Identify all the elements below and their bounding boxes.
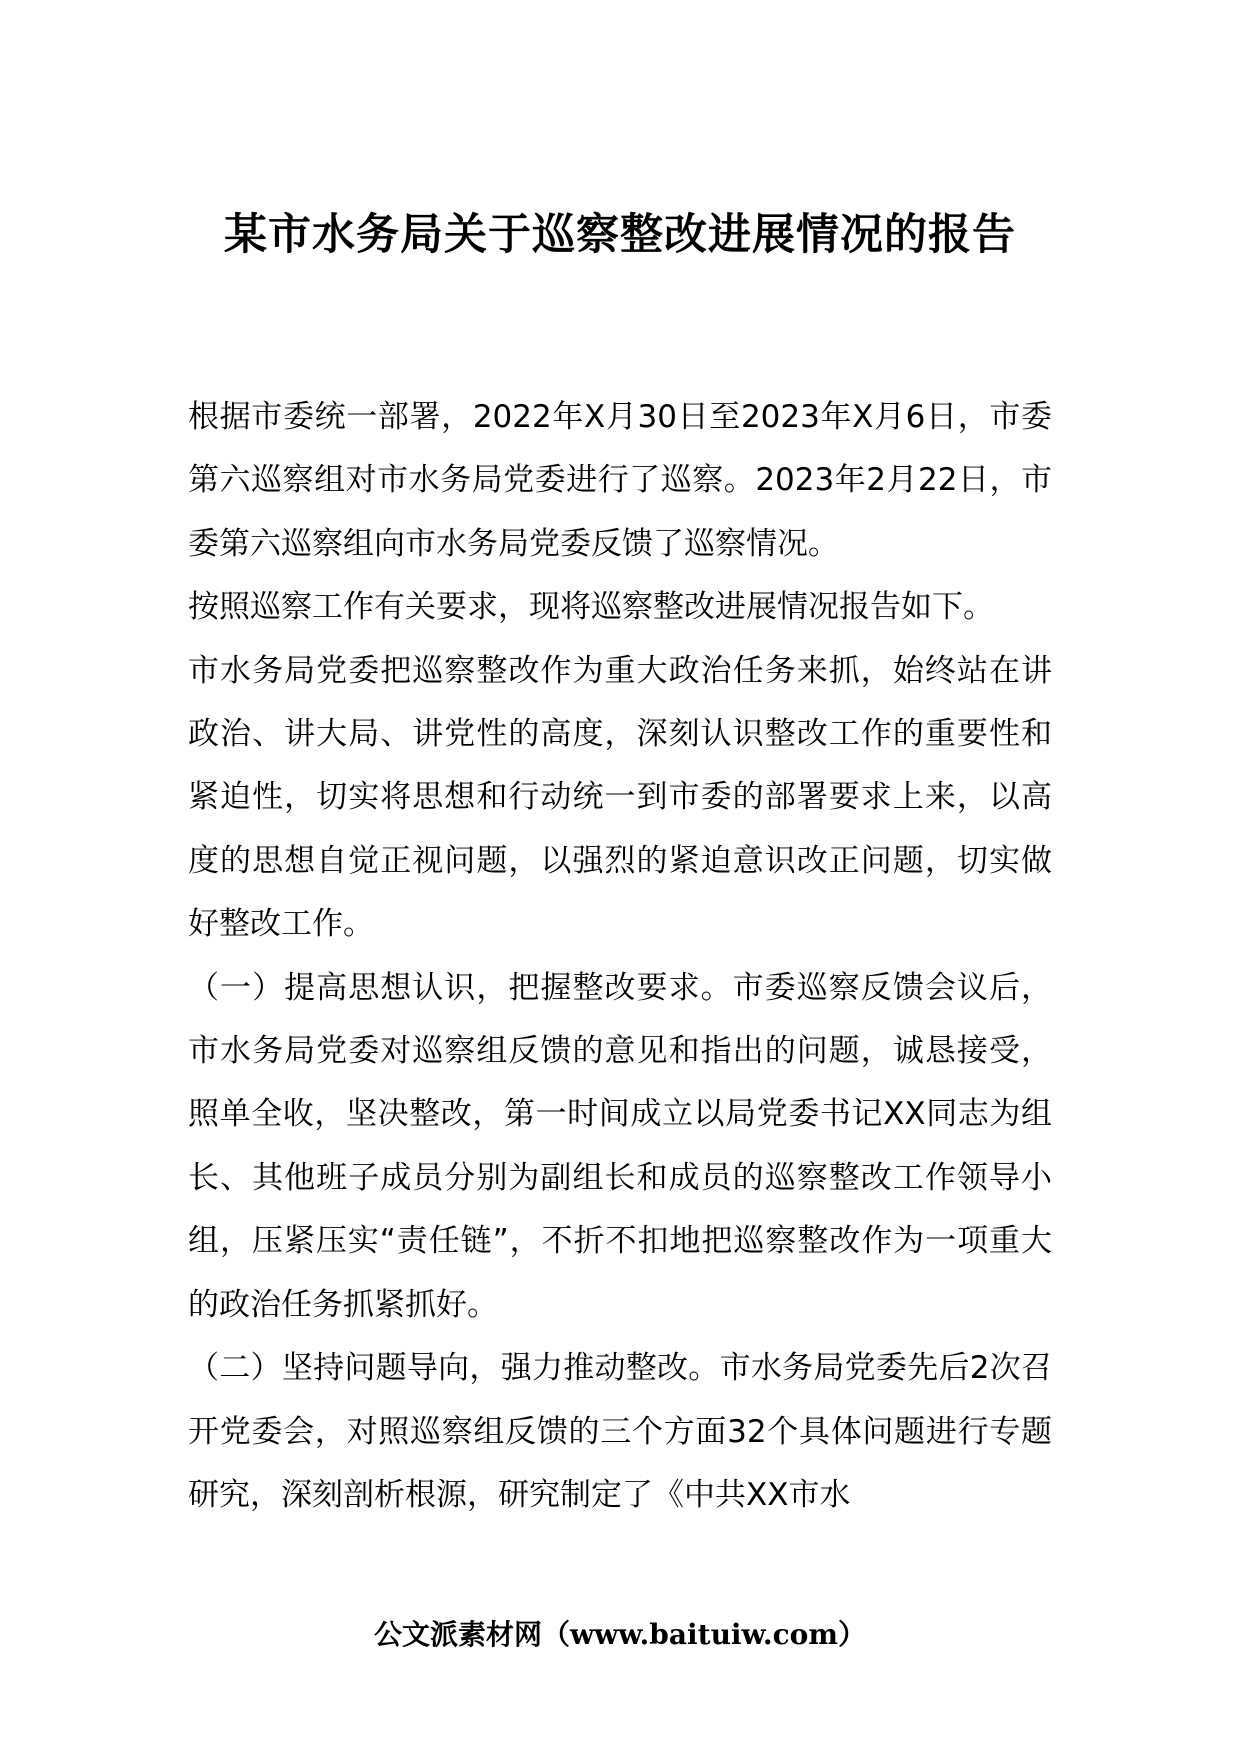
document-body xyxy=(188,386,1052,1527)
body-paragraph: 根据市委统一部署，2022年X月30日至2023年X月6日，市委第六巡察组对市水务局党委进行了巡察。2023年2月22日，市委第六巡察组向市水务局党委反馈了巡察情况。 xyxy=(188,399,1052,562)
body-paragraph: （二）坚持问题导向，强力推动整改。市水务局党委先后2次召开党委会，对照巡察组反馈的三个方面32个具体问题进行专题研究，深刻剖析根源，研究制定了《中共XX市水 xyxy=(188,1350,1052,1513)
body-paragraph: 按照巡察工作有关要求，现将巡察整改进展情况报告如下。 xyxy=(188,589,994,626)
document-title: 某市水务局关于巡察整改进展情况的报告 xyxy=(224,210,1016,260)
page-footer: 公文派素材网（www.baituiw.com） xyxy=(374,1618,866,1651)
body-paragraph: 市水务局党委把巡察整改作为重大政治任务来抓，始终站在讲政治、讲大局、讲党性的高度，深刻认识整改工作的重要性和紧迫性，切实将思想和行动统一到市委的部署要求上来，以高度的思想自觉正视问题，以强烈的紧迫意识改正问题，切实做好整改工作。 xyxy=(188,652,1052,943)
body-paragraph: （一）提高思想认识，把握整改要求。市委巡察反馈会议后，市水务局党委对巡察组反馈的意见和指出的问题，诚恳接受，照单全收，坚决整改，第一时间成立以局党委书记XX同志为组长、其他班子成员分别为副组长和成员的巡察整改工作领导小组，压紧压实“责任链”，不折不扣地把巡察整改作为一项重大的政治任务抓紧抓好。 xyxy=(188,969,1052,1323)
